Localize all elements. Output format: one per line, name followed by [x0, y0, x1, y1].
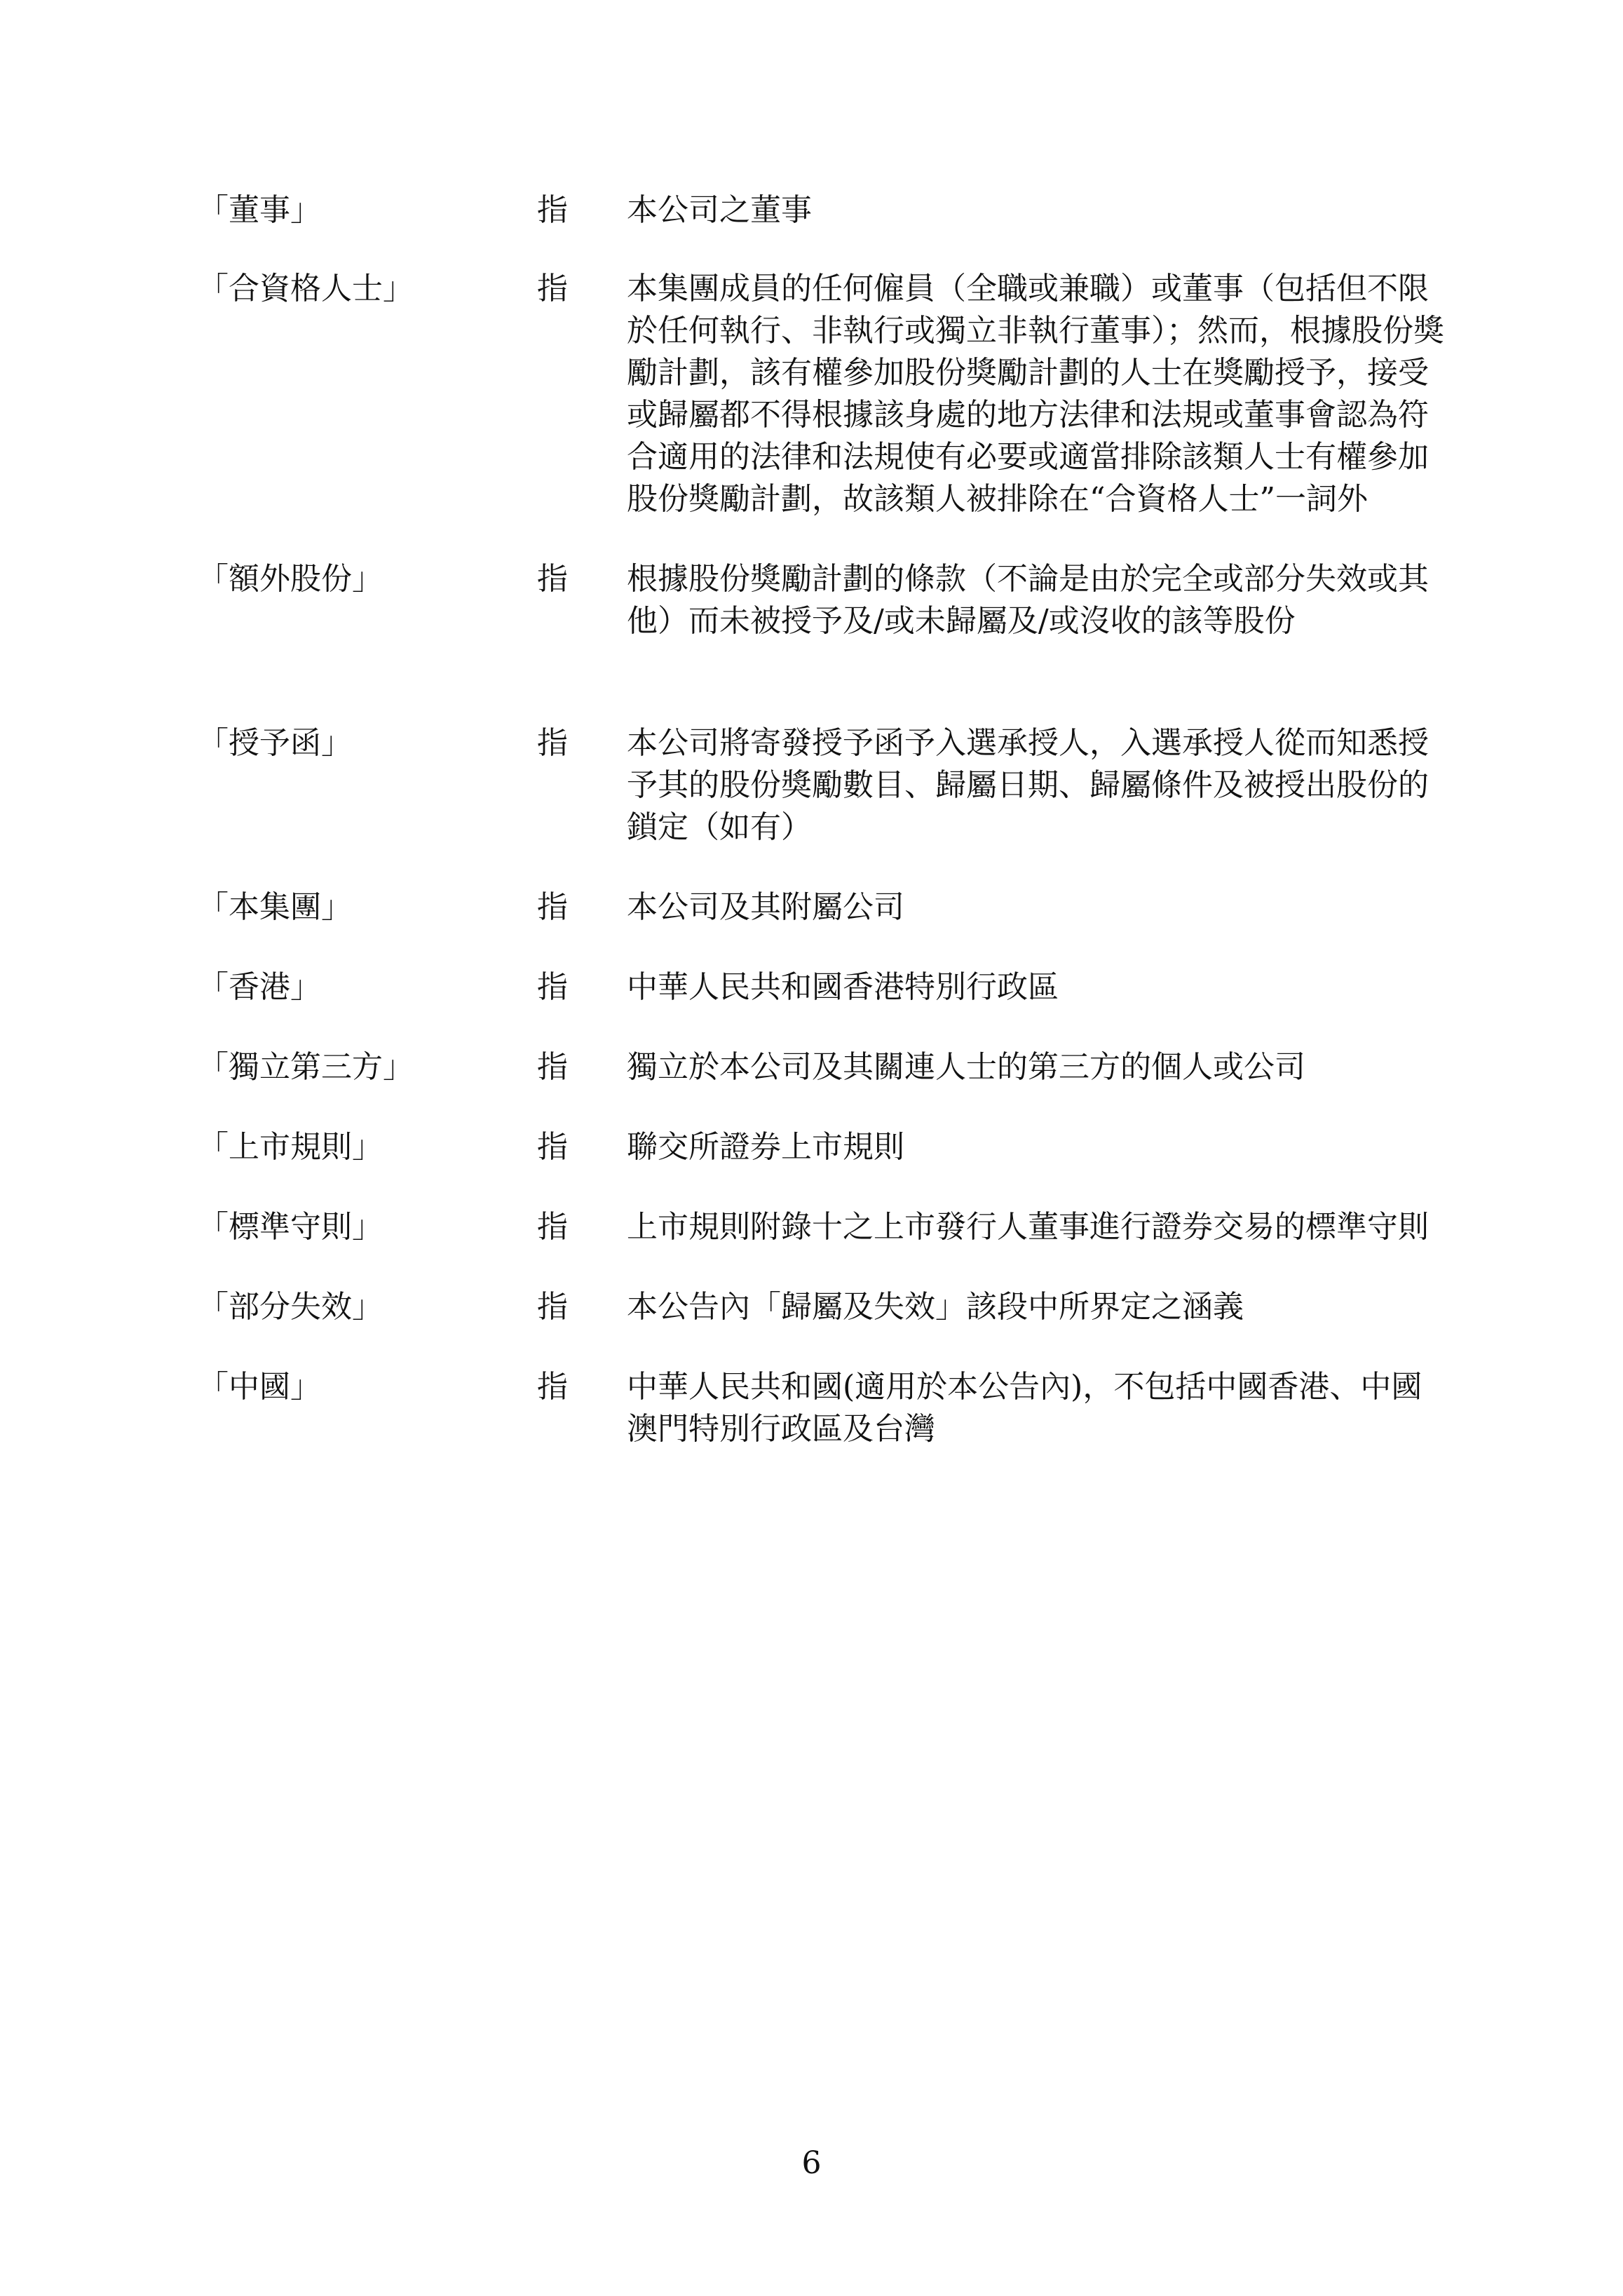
definition-meaning: 根據股份獎勵計劃的條款（不論是由於完全或部分失效或其他）而未被授予及/或未歸屬及/或沒收的該等股份 — [627, 561, 1429, 639]
definition-meaning: 聯交所證券上市規則 — [627, 1129, 904, 1165]
definition-row-eligible-person — [198, 268, 1460, 520]
definitions-list — [198, 189, 1460, 1450]
definition-row-partial-lapse — [198, 1286, 1460, 1328]
definition-means-word: 指 — [537, 725, 568, 761]
page-number: 6 — [801, 2145, 822, 2181]
definition-means-word: 指 — [537, 1289, 568, 1325]
definition-term: 「部分失效」 — [198, 1289, 383, 1325]
definition-term: 「香港」 — [198, 969, 321, 1005]
definition-row-group — [198, 886, 1460, 928]
definition-row-additional-shares — [198, 558, 1460, 642]
definition-meaning: 中華人民共和國香港特別行政區 — [627, 969, 1059, 1005]
definition-row-independent-third-party — [198, 1046, 1460, 1088]
definition-means-word: 指 — [537, 889, 568, 925]
definition-meaning: 本公司及其附屬公司 — [627, 889, 904, 925]
definition-term: 「標準守則」 — [198, 1209, 383, 1245]
definition-meaning: 獨立於本公司及其關連人士的第三方的個人或公司 — [627, 1049, 1305, 1085]
definition-row-hong-kong — [198, 966, 1460, 1008]
definition-term: 「本集團」 — [198, 889, 352, 925]
definition-row-grant-letter — [198, 722, 1460, 849]
definition-term: 「授予函」 — [198, 725, 352, 761]
definition-means-word: 指 — [537, 969, 568, 1005]
definition-row-model-code — [198, 1206, 1460, 1248]
definition-meaning: 本公司之董事 — [627, 192, 812, 228]
definition-term: 「獨立第三方」 — [198, 1049, 414, 1085]
definition-term: 「上市規則」 — [198, 1129, 383, 1165]
definition-meaning: 本公司將寄發授予函予入選承授人，入選承授人從而知悉授予其的股份獎勵數目、歸屬日期、歸屬條件及被授出股份的鎖定（如有） — [627, 725, 1429, 845]
definition-term: 「合資格人士」 — [198, 271, 414, 306]
definition-means-word: 指 — [537, 1129, 568, 1165]
definition-means-word: 指 — [537, 192, 568, 228]
definition-term: 「額外股份」 — [198, 561, 383, 597]
definition-meaning: 本集團成員的任何僱員（全職或兼職）或董事（包括但不限於任何執行、非執行或獨立非執行董事）；然而，根據股份獎勵計劃，該有權參加股份獎勵計劃的人士在獎勵授予，接受或歸屬都不得根據該身處的地方法律和法規或董事會認為符合適用的法律和法規使有必要或適當排除該類人士有權參加股份獎勵計劃，故該類人被排除在“合資格人士”一詞外 — [627, 271, 1444, 517]
definition-means-word: 指 — [537, 1369, 568, 1405]
definition-row-listing-rules — [198, 1126, 1460, 1168]
definition-term: 「中國」 — [198, 1369, 321, 1405]
definition-meaning: 上市規則附錄十之上市發行人董事進行證券交易的標準守則 — [627, 1209, 1429, 1245]
definition-row-directors — [198, 189, 1460, 231]
definition-means-word: 指 — [537, 1209, 568, 1245]
definition-meaning: 本公告內「歸屬及失效」該段中所界定之涵義 — [627, 1289, 1244, 1325]
definition-means-word: 指 — [537, 271, 568, 306]
definition-means-word: 指 — [537, 1049, 568, 1085]
definition-meaning: 中華人民共和國(適用於本公告內)，不包括中國香港、中國澳門特別行政區及台灣 — [627, 1369, 1422, 1447]
definition-means-word: 指 — [537, 561, 568, 597]
definition-term: 「董事」 — [198, 192, 321, 228]
definition-row-prc — [198, 1366, 1460, 1450]
